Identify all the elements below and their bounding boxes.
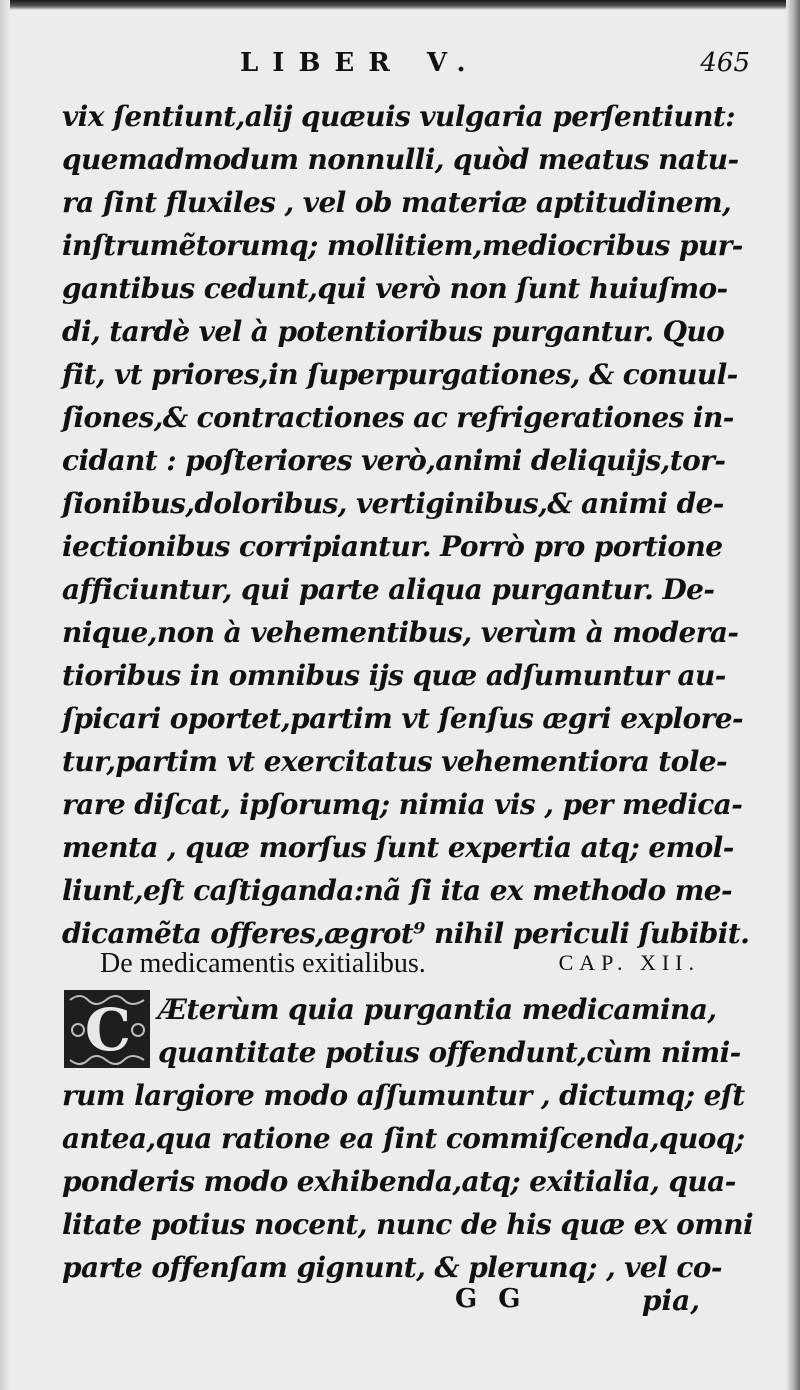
text-line: quemadmodum nonnulli, quòd meatus natu- (62, 143, 739, 176)
scan-edge-top (0, 0, 800, 10)
text-line: menta , quæ morſus ſunt expertia atq; emol- (62, 831, 734, 864)
body-text (62, 95, 750, 955)
chapter-heading (100, 948, 700, 988)
page-number: 465 (700, 48, 750, 78)
text-line: quantitate potius offendunt,cùm nimi- (158, 1036, 741, 1069)
running-head: LIBER V. (240, 48, 480, 78)
signature-mark: G G (455, 1284, 527, 1314)
text-line: litate potius nocent, nunc de his quæ ex omni (62, 1208, 754, 1241)
catchword: pia, (641, 1284, 700, 1317)
text-line: iectionibus corripiantur. Porrò pro portione (62, 530, 723, 563)
text-line: parte offenſam gignunt, & plerunq; , vel co- (62, 1251, 722, 1284)
chapter-number: CAP. XII. (558, 950, 700, 975)
text-line: ſionibus,doloribus, vertiginibus,& animi de- (62, 487, 724, 520)
text-line: vix ſentiunt,alij quæuis vulgaria perſentiunt: (62, 100, 735, 133)
text-line: cidant : poſteriores verò,animi deliquijs,tor- (62, 444, 726, 477)
scan-edge-left (0, 0, 10, 1390)
text-line: dicamẽta offeres,ægrot⁹ nihil periculi ſubibit. (62, 917, 750, 950)
text-line: nique,non à vehementibus, verùm à modera- (62, 616, 739, 649)
page-header (60, 48, 750, 88)
chapter-text (62, 988, 754, 1289)
text-line: ſpicari oportet,partim vt ſenſus ægri explore- (62, 702, 743, 735)
text-line: ponderis modo exhibenda,atq; exitialia, qua- (62, 1165, 736, 1198)
text-line: di, tardè vel à potentioribus purgantur. Quo (62, 315, 725, 348)
text-line: antea,qua ratione ea ſint commiſcenda,quoq; (62, 1122, 745, 1155)
initial-letter: C (84, 996, 132, 1064)
chapter-title: De medicamentis exitialibus. (100, 948, 426, 979)
text-line: tur,partim vt exercitatus vehementiora tole- (62, 745, 727, 778)
scan-edge-right (786, 0, 800, 1390)
text-line: rum largiore modo aſſumuntur , dictumq; eſt (62, 1079, 745, 1112)
text-line: tioribus in omnibus ijs quæ adſumuntur au- (62, 659, 726, 692)
text-line: afficiuntur, qui parte aliqua purgantur. De- (62, 573, 715, 606)
text-line: inſtrumẽtorumq; mollitiem,mediocribus pur- (62, 229, 743, 262)
text-line: liunt,eſt caſtiganda:nã ſi ita ex methodo me- (62, 874, 733, 907)
text-line: gantibus cedunt,qui verò non ſunt huiuſmo- (62, 272, 728, 305)
text-line: ſiones,& contractiones ac refrigerationes in- (62, 401, 734, 434)
text-line: ra ſint fluxiles , vel ob materiæ aptitudinem, (62, 186, 732, 219)
text-line: Æterùm quia purgantia medicamina, (158, 993, 717, 1026)
page-footer (60, 1284, 700, 1324)
text-line: rare diſcat, ipſorumq; nimia vis , per medica- (62, 788, 743, 821)
text-line: fit, vt priores,in ſuperpurgationes, & conuul- (62, 358, 738, 391)
